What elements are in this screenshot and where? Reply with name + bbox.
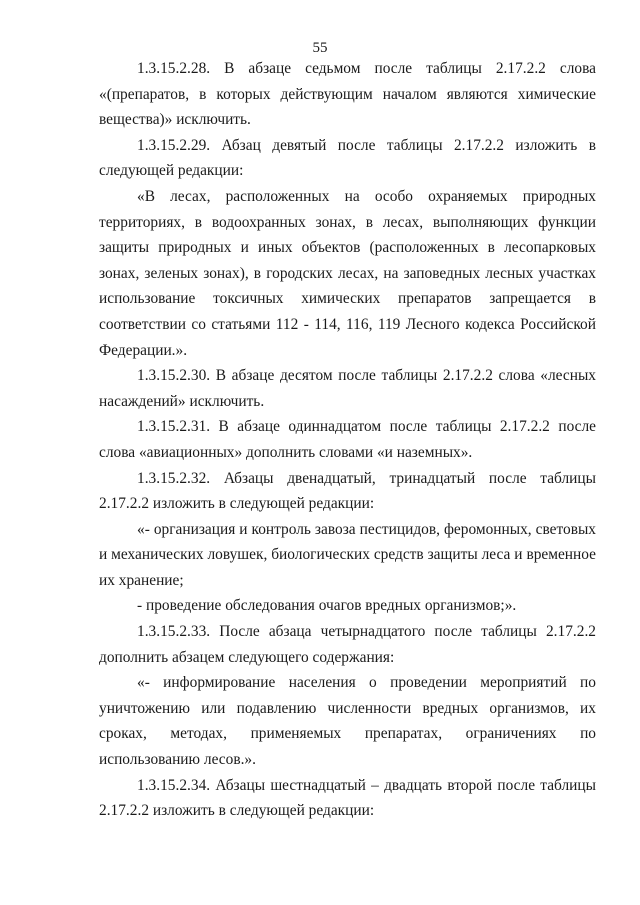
paragraph-1-3-15-2-31: 1.3.15.2.31. В абзаце одиннадцатом после таблицы 2.17.2.2 после слова «авиационных» дополнить словами «и наземных».	[99, 418, 596, 461]
quoted-paragraph-informing: «- информирование населения о проведении мероприятий по уничтожению или подавлению численности вредных организмов, их сроках, методах, применяемых препаратах, ограничениях по использованию лесов.».	[99, 674, 596, 769]
paragraph-1-3-15-2-34: 1.3.15.2.34. Абзацы шестнадцатый – двадцать второй после таблицы 2.17.2.2 изложить в следующей редакции:	[99, 776, 596, 820]
page-number: 55	[312, 40, 328, 56]
document-body	[99, 56, 596, 824]
paragraph-1-3-15-2-30: 1.3.15.2.30. В абзаце десятом после таблицы 2.17.2.2 слова «лесных насаждений» исключить.	[99, 367, 596, 410]
quoted-paragraph-survey: - проведение обследования очагов вредных организмов;».	[137, 597, 517, 615]
paragraph-1-3-15-2-32: 1.3.15.2.32. Абзацы двенадцатый, тринадцатый после таблицы 2.17.2.2 изложить в следующей редакции:	[99, 469, 596, 513]
quoted-paragraph-pesticides: «- организация и контроль завоза пестицидов, феромонных, световых и механических ловушек, биологических средств защиты леса и временное их хранение;	[99, 520, 596, 589]
quoted-paragraph-forests: «В лесах, расположенных на особо охраняемых природных территориях, в водоохранных зонах, в лесах, выполняющих функции защиты природных и иных объектов (расположенных в лесопарковых зонах, зеленых зонах), в городских лесах, на заповедных лесных участках использование токсичных химических препаратов запрещается в соответствии со статьями 112 - 114, 116, 119 Лесного кодекса Российской Федерации.».	[99, 187, 596, 359]
paragraph-1-3-15-2-28: 1.3.15.2.28. В абзаце седьмом после таблицы 2.17.2.2 слова «(препаратов, в которых действующим началом являются химические вещества)» исключить.	[99, 60, 596, 129]
paragraph-1-3-15-2-33: 1.3.15.2.33. После абзаца четырнадцатого после таблицы 2.17.2.2 дополнить абзацем следующего содержания:	[99, 623, 596, 666]
paragraph-1-3-15-2-29: 1.3.15.2.29. Абзац девятый после таблицы 2.17.2.2 изложить в следующей редакции:	[99, 136, 596, 180]
